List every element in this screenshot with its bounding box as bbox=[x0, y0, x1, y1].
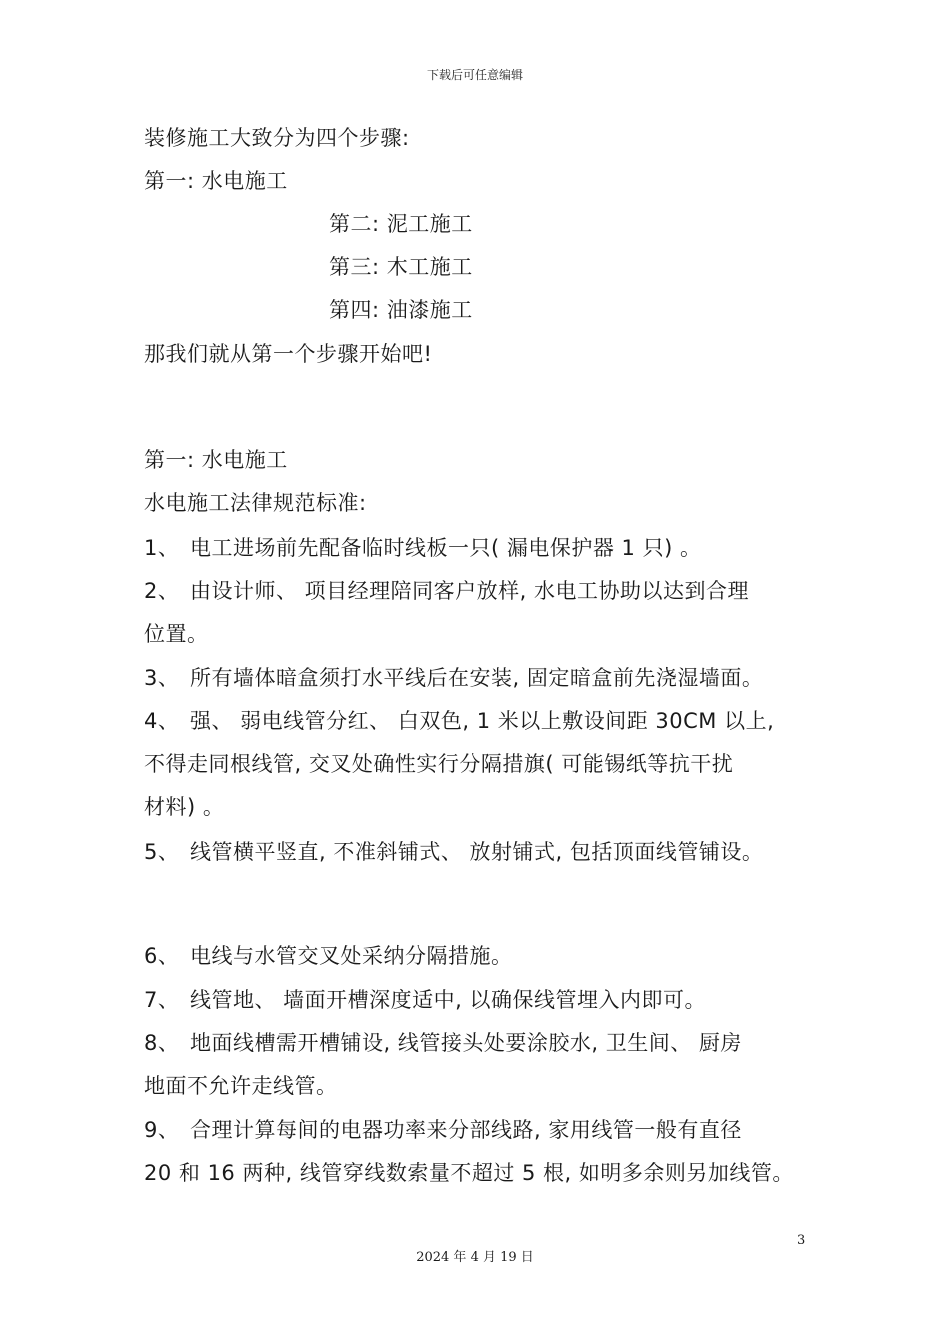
list-item-number: 9、 bbox=[144, 1118, 180, 1142]
intro-step-1: 第一: 水电施工 bbox=[144, 169, 288, 193]
list-item bbox=[144, 942, 513, 970]
list-item-continuation: 材料) 。 bbox=[144, 795, 225, 819]
section-subheading: 水电施工法律规范标准: bbox=[144, 491, 367, 515]
list-item-number: 5、 bbox=[144, 840, 180, 864]
list-item-text: 电工进场前先配备临时线板一只( 漏电保护器 1 只) 。 bbox=[190, 536, 702, 560]
list-item-number: 4、 bbox=[144, 709, 180, 733]
list-item bbox=[144, 1116, 742, 1144]
list-item-continuation: 位置。 bbox=[144, 622, 209, 646]
list-item-text: 所有墙体暗盒须打水平线后在安装, 固定暗盒前先浇湿墙面。 bbox=[190, 666, 764, 690]
intro-step-4: 第四: 油漆施工 bbox=[329, 298, 473, 322]
intro-title: 装修施工大致分为四个步骤: bbox=[144, 126, 410, 150]
list-item-number: 7、 bbox=[144, 988, 180, 1012]
list-item bbox=[144, 707, 774, 735]
list-item-number: 1、 bbox=[144, 536, 180, 560]
list-item-continuation: 地面不允许走线管。 bbox=[144, 1074, 338, 1098]
list-item-continuation: 不得走同根线管, 交叉处确性实行分隔措旗( 可能锡纸等抗干扰 bbox=[144, 752, 734, 776]
list-item bbox=[144, 1029, 742, 1057]
list-item-text: 强、 弱电线管分红、 白双色, 1 米以上敷设间距 30CM 以上, bbox=[190, 709, 775, 733]
list-item bbox=[144, 577, 749, 605]
section-heading: 第一: 水电施工 bbox=[144, 448, 288, 472]
list-item-text: 电线与水管交叉处采纳分隔措施。 bbox=[190, 944, 513, 968]
list-item-text: 线管地、 墙面开槽深度适中, 以确保线管埋入内即可。 bbox=[190, 988, 707, 1012]
list-item bbox=[144, 986, 706, 1014]
list-item-text: 合理计算每间的电器功率来分部线路, 家用线管一般有直径 bbox=[190, 1118, 742, 1142]
list-item-text: 地面线槽需开槽铺设, 线管接头处要涂胶水, 卫生间、 厨房 bbox=[190, 1031, 742, 1055]
page-number: 3 bbox=[797, 1233, 806, 1248]
list-item bbox=[144, 664, 763, 692]
list-item bbox=[144, 838, 763, 866]
list-item-number: 2、 bbox=[144, 579, 180, 603]
list-item-text: 线管横平竖直, 不准斜铺式、 放射铺式, 包括顶面线管铺设。 bbox=[190, 840, 764, 864]
list-item-number: 3、 bbox=[144, 666, 180, 690]
list-item-continuation: 20 和 16 两种, 线管穿线数索量不超过 5 根, 如明多余则另加线管。 bbox=[144, 1161, 794, 1185]
intro-start-text: 那我们就从第一个步骤开始吧! bbox=[144, 342, 433, 366]
list-item bbox=[144, 534, 701, 562]
list-item-number: 6、 bbox=[144, 944, 180, 968]
intro-step-2: 第二: 泥工施工 bbox=[329, 212, 473, 236]
footer-date: 2024 年 4 月 19 日 bbox=[416, 1250, 534, 1265]
page-header: 下载后可任意编辑 bbox=[426, 68, 523, 82]
intro-step-3: 第三: 木工施工 bbox=[329, 255, 473, 279]
list-item-number: 8、 bbox=[144, 1031, 180, 1055]
list-item-text: 由设计师、 项目经理陪同客户放样, 水电工协助以达到合理 bbox=[190, 579, 750, 603]
